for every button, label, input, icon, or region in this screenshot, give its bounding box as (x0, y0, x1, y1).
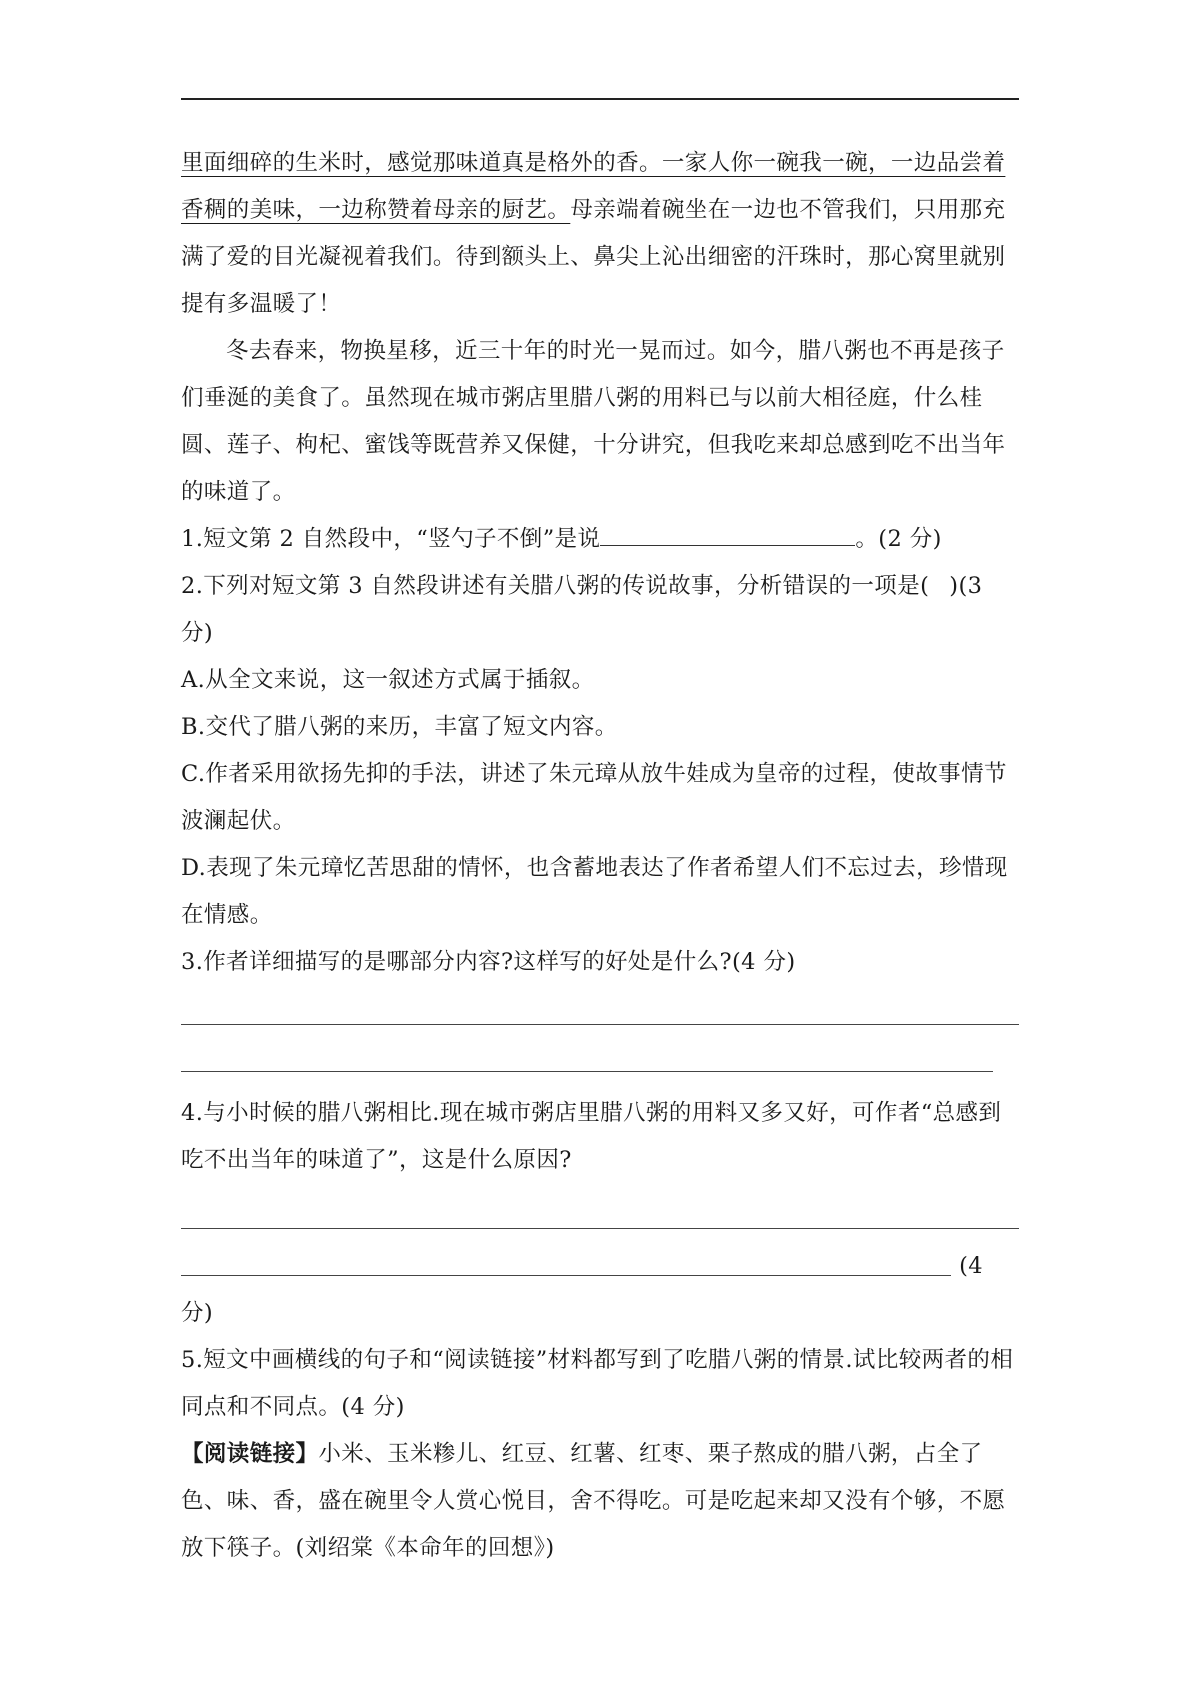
answer-rule (181, 1228, 1019, 1229)
passage-paragraph-1 (181, 140, 1021, 328)
answer-line[interactable] (181, 1243, 1021, 1290)
reading-link-text: 小米、玉米糁儿、红豆、红薯、红枣、栗子熬成的腊八粥，占全了色、味、香，盛在碗里令人赏心悦目，舍不得吃。可是吃起来却又没有个够，不愿放下筷子。(刘绍棠《本命年的回想》) (181, 1441, 1006, 1561)
question-1-text: 1.短文第 2 自然段中，“竖勺子不倒”是说 (181, 526, 601, 552)
question-4-score: (4 (959, 1253, 983, 1279)
paragraph-1-rest: 母亲端着碗坐在一边也不管我们，只用那充满了爱的目光凝视着我们。待到额头上、鼻尖上沁出细密的汗珠时，那心窝里就别提有多温暖了！ (181, 197, 1006, 317)
question-4-score-cont: 分) (181, 1300, 214, 1326)
question-2-score: )(3 分) (181, 573, 983, 646)
answer-line[interactable] (181, 1039, 1021, 1086)
underlined-sentence: 里面细碎的生米时，感觉那味道真是格外的香。一家人你一碗我一碗，一边品尝着香稠的美味，一边称赞着母亲的厨艺。 (181, 150, 1006, 223)
option-c: C.作者采用欲扬先抑的手法，讲述了朱元璋从放牛娃成为皇帝的过程，使故事情节波澜起伏。 (181, 761, 1007, 834)
answer-rule (181, 1024, 1019, 1025)
question-1-score: 。(2 分) (855, 526, 942, 552)
header-rule (181, 98, 1019, 100)
question-5: 5.短文中画横线的句子和“阅读链接”材料都写到了吃腊八粥的情景.试比较两者的相同点和不同点。(4 分) (181, 1347, 1014, 1420)
reading-link-label: 【阅读链接】 (181, 1441, 319, 1467)
question-1 (181, 516, 1021, 563)
answer-blank[interactable] (600, 519, 855, 546)
question-2-text: 2.下列对短文第 3 自然段讲述有关腊八粥的传说故事，分析错误的一项是( (181, 573, 930, 599)
question-2 (181, 563, 1021, 657)
answer-line[interactable] (181, 1196, 1021, 1243)
question-4: 4.与小时候的腊八粥相比.现在城市粥店里腊八粥的用料又多又好，可作者“总感到吃不出当年的味道了”，这是什么原因? (181, 1100, 1002, 1173)
option-d: D.表现了朱元璋忆苦思甜的情怀，也含蓄地表达了作者希望人们不忘过去，珍惜现在情感。 (181, 855, 1008, 928)
passage-paragraph-2: 冬去春来，物换星移，近三十年的时光一晃而过。如今，腊八粥也不再是孩子们垂涎的美食了。虽然现在城市粥店里腊八粥的用料已与以前大相径庭，什么桂圆、莲子、枸杞、蜜饯等既营养又保健，十分讲究，但我吃来却总感到吃不出当年的味道了。 (181, 338, 1006, 505)
answer-rule (181, 1071, 993, 1072)
option-b: B.交代了腊八粥的来历，丰富了短文内容。 (181, 714, 618, 740)
question-3: 3.作者详细描写的是哪部分内容?这样写的好处是什么?(4 分) (181, 949, 796, 975)
option-a: A.从全文来说，这一叙述方式属于插叙。 (181, 667, 595, 693)
reading-link (181, 1431, 1021, 1572)
page-content (181, 140, 1021, 1572)
answer-rule (181, 1275, 951, 1276)
answer-line[interactable] (181, 992, 1021, 1039)
